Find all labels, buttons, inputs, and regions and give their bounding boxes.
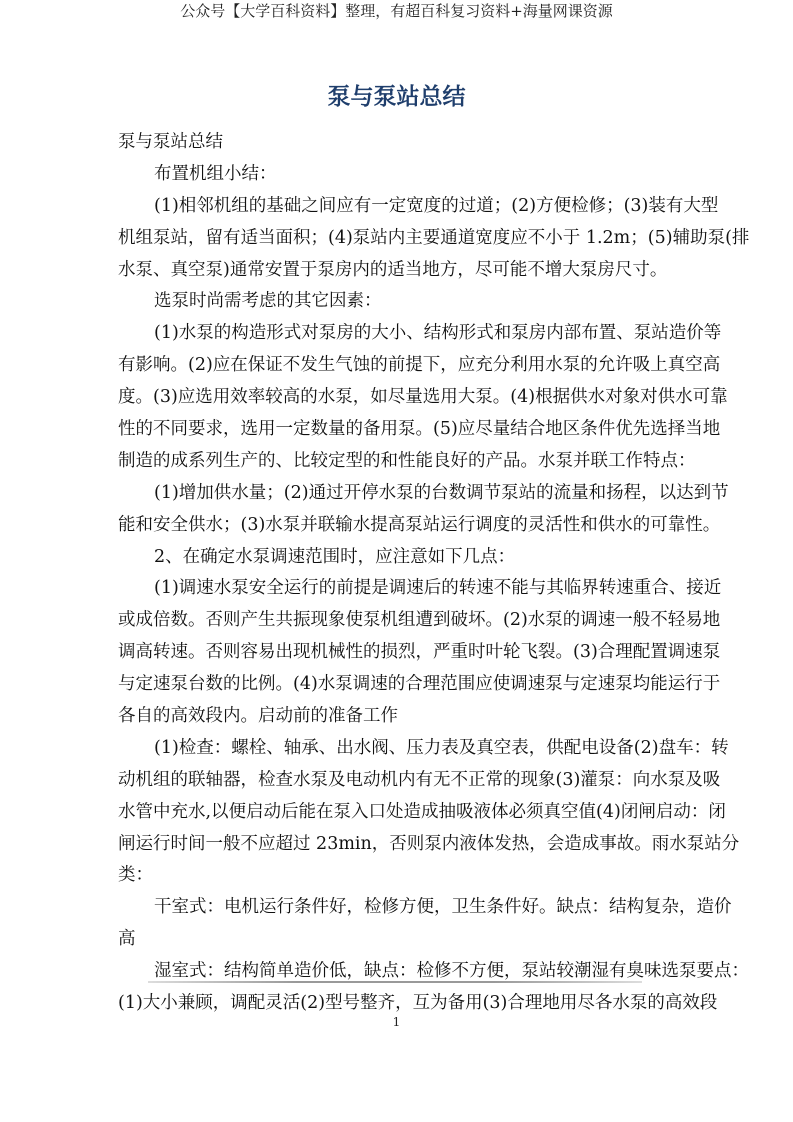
text-line: 各自的高效段内。启动前的准备工作 bbox=[118, 706, 398, 727]
text-line: (1)调速水泵安全运行的前提是调速后的转速不能与其临界转速重合、接近 bbox=[154, 578, 722, 599]
text-line: 或成倍数。否则产生共振现象使泵机组遭到破坏。(2)水泵的调速一般不轻易地 bbox=[118, 610, 721, 631]
text-line: 布置机组小结： bbox=[154, 163, 277, 184]
paragraph bbox=[118, 318, 728, 477]
text-line: (1)大小兼顾，调配灵活(2)型号整齐，互为备用(3)合理地用尽各水泵的高效段 bbox=[118, 993, 718, 1014]
document-body bbox=[118, 127, 750, 1020]
text-line: 度。(3)应选用效率较高的水泵，如尽量选用大泵。(4)根据供水对象对供水可靠 bbox=[118, 387, 728, 408]
paragraph bbox=[118, 127, 676, 159]
text-line: 与定速泵台数的比例。(4)水泵调速的合理范围应使调速泵与定速泵均能运行于 bbox=[118, 674, 721, 695]
document-title: 泵与泵站总结 bbox=[327, 84, 466, 110]
paragraph bbox=[118, 542, 676, 574]
text-line: 2、在确定水泵调速范围时，应注意如下几点： bbox=[154, 546, 516, 567]
text-line: (1)增加供水量；(2)通过开停水泵的台数调节泵站的流量和扬程，以达到节 bbox=[154, 482, 729, 503]
text-line: 干室式：电机运行条件好，检修方便，卫生条件好。缺点：结构复杂，造价 bbox=[154, 897, 732, 918]
text-line: 调高转速。否则容易出现机械性的损烈，严重时叶轮飞裂。(3)合理配置调速泵 bbox=[118, 642, 721, 663]
text-line: 高 bbox=[118, 929, 136, 950]
text-line: 水泵、真空泵)通常安置于泵房内的适当地方，尽可能不增大泵房尺寸。 bbox=[118, 259, 668, 280]
text-line: (1)相邻机组的基础之间应有一定宽度的过道；(2)方便检修；(3)装有大型 bbox=[154, 195, 719, 216]
footer-divider bbox=[148, 981, 642, 983]
text-line: 类： bbox=[118, 865, 153, 886]
page-header: 公众号【大学百科资料】整理，有超百科复习资料+海量网课资源 bbox=[180, 2, 613, 20]
paragraph bbox=[118, 956, 749, 1020]
paragraph bbox=[118, 191, 750, 287]
paragraph bbox=[118, 733, 740, 892]
paragraph bbox=[118, 573, 722, 732]
paragraph bbox=[118, 286, 676, 318]
text-line: 闸运行时间一般不应超过 23min，否则泵内液体发热，会造成事故。雨水泵站分 bbox=[118, 833, 740, 854]
paragraph bbox=[118, 478, 729, 542]
text-line: 动机组的联轴器，检查水泵及电动机内有无不正常的现象(3)灌泵：向水泵及吸 bbox=[118, 769, 721, 790]
text-line: 水管中充水,以便启动后能在泵入口处造成抽吸液体必须真空值(4)闭闸启动：闭 bbox=[118, 801, 726, 822]
paragraph bbox=[118, 892, 732, 956]
text-line: (1)检查：螺栓、轴承、出水阀、压力表及真空表，供配电设备(2)盘车：转 bbox=[154, 737, 729, 758]
text-line: 有影响。(2)应在保证不发生气蚀的前提下，应充分利用水泵的允许吸上真空高 bbox=[118, 355, 721, 376]
text-line: 能和安全供水；(3)水泵并联输水提高泵站运行调度的灵活性和供水的可靠性。 bbox=[118, 514, 721, 535]
text-line: 制造的成系列生产的、比较定型的和性能良好的产品。水泵并联工作特点： bbox=[118, 450, 696, 471]
text-line: 泵与泵站总结 bbox=[118, 132, 223, 152]
text-line: (1)水泵的构造形式对泵房的大小、结构形式和泵房内部布置、泵站造价等 bbox=[154, 323, 722, 344]
text-line: 湿室式：结构简单造价低，缺点：检修不方便，泵站较潮湿有臭味选泵要点： bbox=[154, 961, 749, 982]
page-number: 1 bbox=[392, 1015, 401, 1029]
paragraph bbox=[118, 159, 676, 191]
text-line: 机组泵站，留有适当面积；(4)泵站内主要通道宽度应不小于 1.2m；(5)辅助泵(排 bbox=[118, 227, 750, 248]
text-line: 性的不同要求，选用一定数量的备用泵。(5)应尽量结合地区条件优先选择当地 bbox=[118, 419, 721, 440]
text-line: 选泵时尚需考虑的其它因素： bbox=[154, 291, 382, 312]
